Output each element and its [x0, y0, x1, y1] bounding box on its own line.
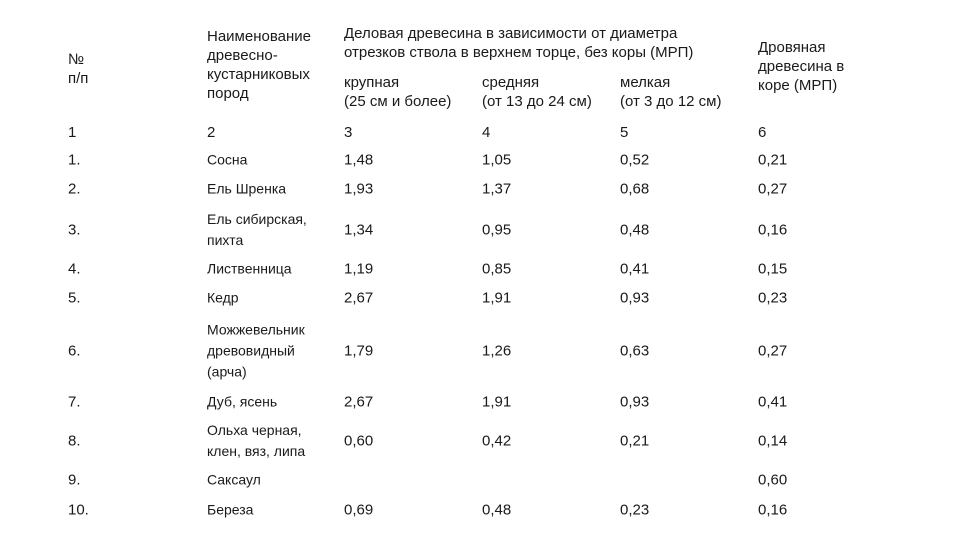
row-cell-medium: 0,95 [482, 221, 512, 239]
row-cell-firewood: 0,21 [758, 151, 788, 169]
row-cell-small: 0,21 [620, 432, 650, 450]
row-cell-medium: 1,26 [482, 342, 512, 360]
row-cell-medium: 1,91 [482, 289, 512, 307]
row-cell-no: 9. [68, 471, 81, 489]
column-number-6: 6 [758, 124, 767, 141]
header-no: № п/п [68, 51, 89, 87]
header-business-wood: Деловая древесина в зависимости от диаметра отрезков ствола в верхнем торце, без коры (МРП) [344, 25, 694, 61]
row-cell-firewood: 0,16 [758, 221, 788, 239]
row-cell-large: 2,67 [344, 289, 374, 307]
row-cell-small: 0,23 [620, 501, 650, 519]
row-cell-name: Кедр [207, 289, 239, 306]
row-cell-no: 8. [68, 432, 81, 450]
row-cell-small: 0,93 [620, 393, 650, 411]
row-cell-name: Саксаул [207, 471, 261, 488]
row-cell-name: Ель Шренка [207, 180, 287, 197]
row-cell-name: Сосна [207, 151, 248, 168]
row-cell-firewood: 0,16 [758, 501, 788, 519]
column-number-4: 4 [482, 124, 491, 141]
row-cell-large: 2,67 [344, 393, 374, 411]
row-cell-name: Лиственница [207, 260, 292, 277]
row-cell-no: 6. [68, 342, 81, 360]
header-firewood: Дровяная древесина в коре (МРП) [758, 39, 845, 94]
row-cell-large: 1,19 [344, 260, 374, 278]
row-cell-no: 4. [68, 260, 81, 278]
row-cell-medium: 1,37 [482, 180, 512, 198]
column-number-1: 1 [68, 124, 77, 141]
row-cell-large: 1,34 [344, 221, 374, 239]
header-species-name: Наименование древесно- кустарниковых пород [207, 28, 311, 102]
row-cell-small: 0,68 [620, 180, 650, 198]
row-cell-small: 0,63 [620, 342, 650, 360]
column-number-5: 5 [620, 124, 629, 141]
row-cell-medium: 1,91 [482, 393, 512, 411]
row-cell-small: 0,93 [620, 289, 650, 307]
row-cell-medium: 1,05 [482, 151, 512, 169]
row-cell-medium: 0,42 [482, 432, 512, 450]
row-cell-no: 10. [68, 501, 89, 519]
row-cell-no: 7. [68, 393, 81, 411]
row-cell-firewood: 0,14 [758, 432, 788, 450]
row-cell-firewood: 0,27 [758, 180, 788, 198]
column-number-2: 2 [207, 124, 216, 141]
row-cell-name: Ель сибирская, пихта [207, 211, 307, 248]
row-cell-name: Можжевельник древовидный (арча) [207, 321, 305, 380]
row-cell-firewood: 0,23 [758, 289, 788, 307]
row-cell-firewood: 0,60 [758, 471, 788, 489]
header-medium: средняя (от 13 до 24 см) [482, 74, 592, 110]
row-cell-name: Ольха черная, клен, вяз, липа [207, 422, 306, 459]
row-cell-medium: 0,85 [482, 260, 512, 278]
row-cell-large: 0,60 [344, 432, 374, 450]
row-cell-small: 0,52 [620, 151, 650, 169]
row-cell-no: 1. [68, 151, 81, 169]
header-large: крупная (25 см и более) [344, 74, 452, 110]
row-cell-firewood: 0,41 [758, 393, 788, 411]
row-cell-large: 1,93 [344, 180, 374, 198]
row-cell-small: 0,48 [620, 221, 650, 239]
row-cell-no: 5. [68, 289, 81, 307]
row-cell-firewood: 0,27 [758, 342, 788, 360]
row-cell-large: 1,79 [344, 342, 374, 360]
row-cell-large: 0,69 [344, 501, 374, 519]
row-cell-medium: 0,48 [482, 501, 512, 519]
header-small: мелкая (от 3 до 12 см) [620, 74, 722, 110]
row-cell-firewood: 0,15 [758, 260, 788, 278]
row-cell-name: Береза [207, 501, 254, 518]
row-cell-no: 2. [68, 180, 81, 198]
row-cell-no: 3. [68, 221, 81, 239]
row-cell-small: 0,41 [620, 260, 650, 278]
row-cell-large: 1,48 [344, 151, 374, 169]
column-number-3: 3 [344, 124, 353, 141]
row-cell-name: Дуб, ясень [207, 393, 278, 410]
